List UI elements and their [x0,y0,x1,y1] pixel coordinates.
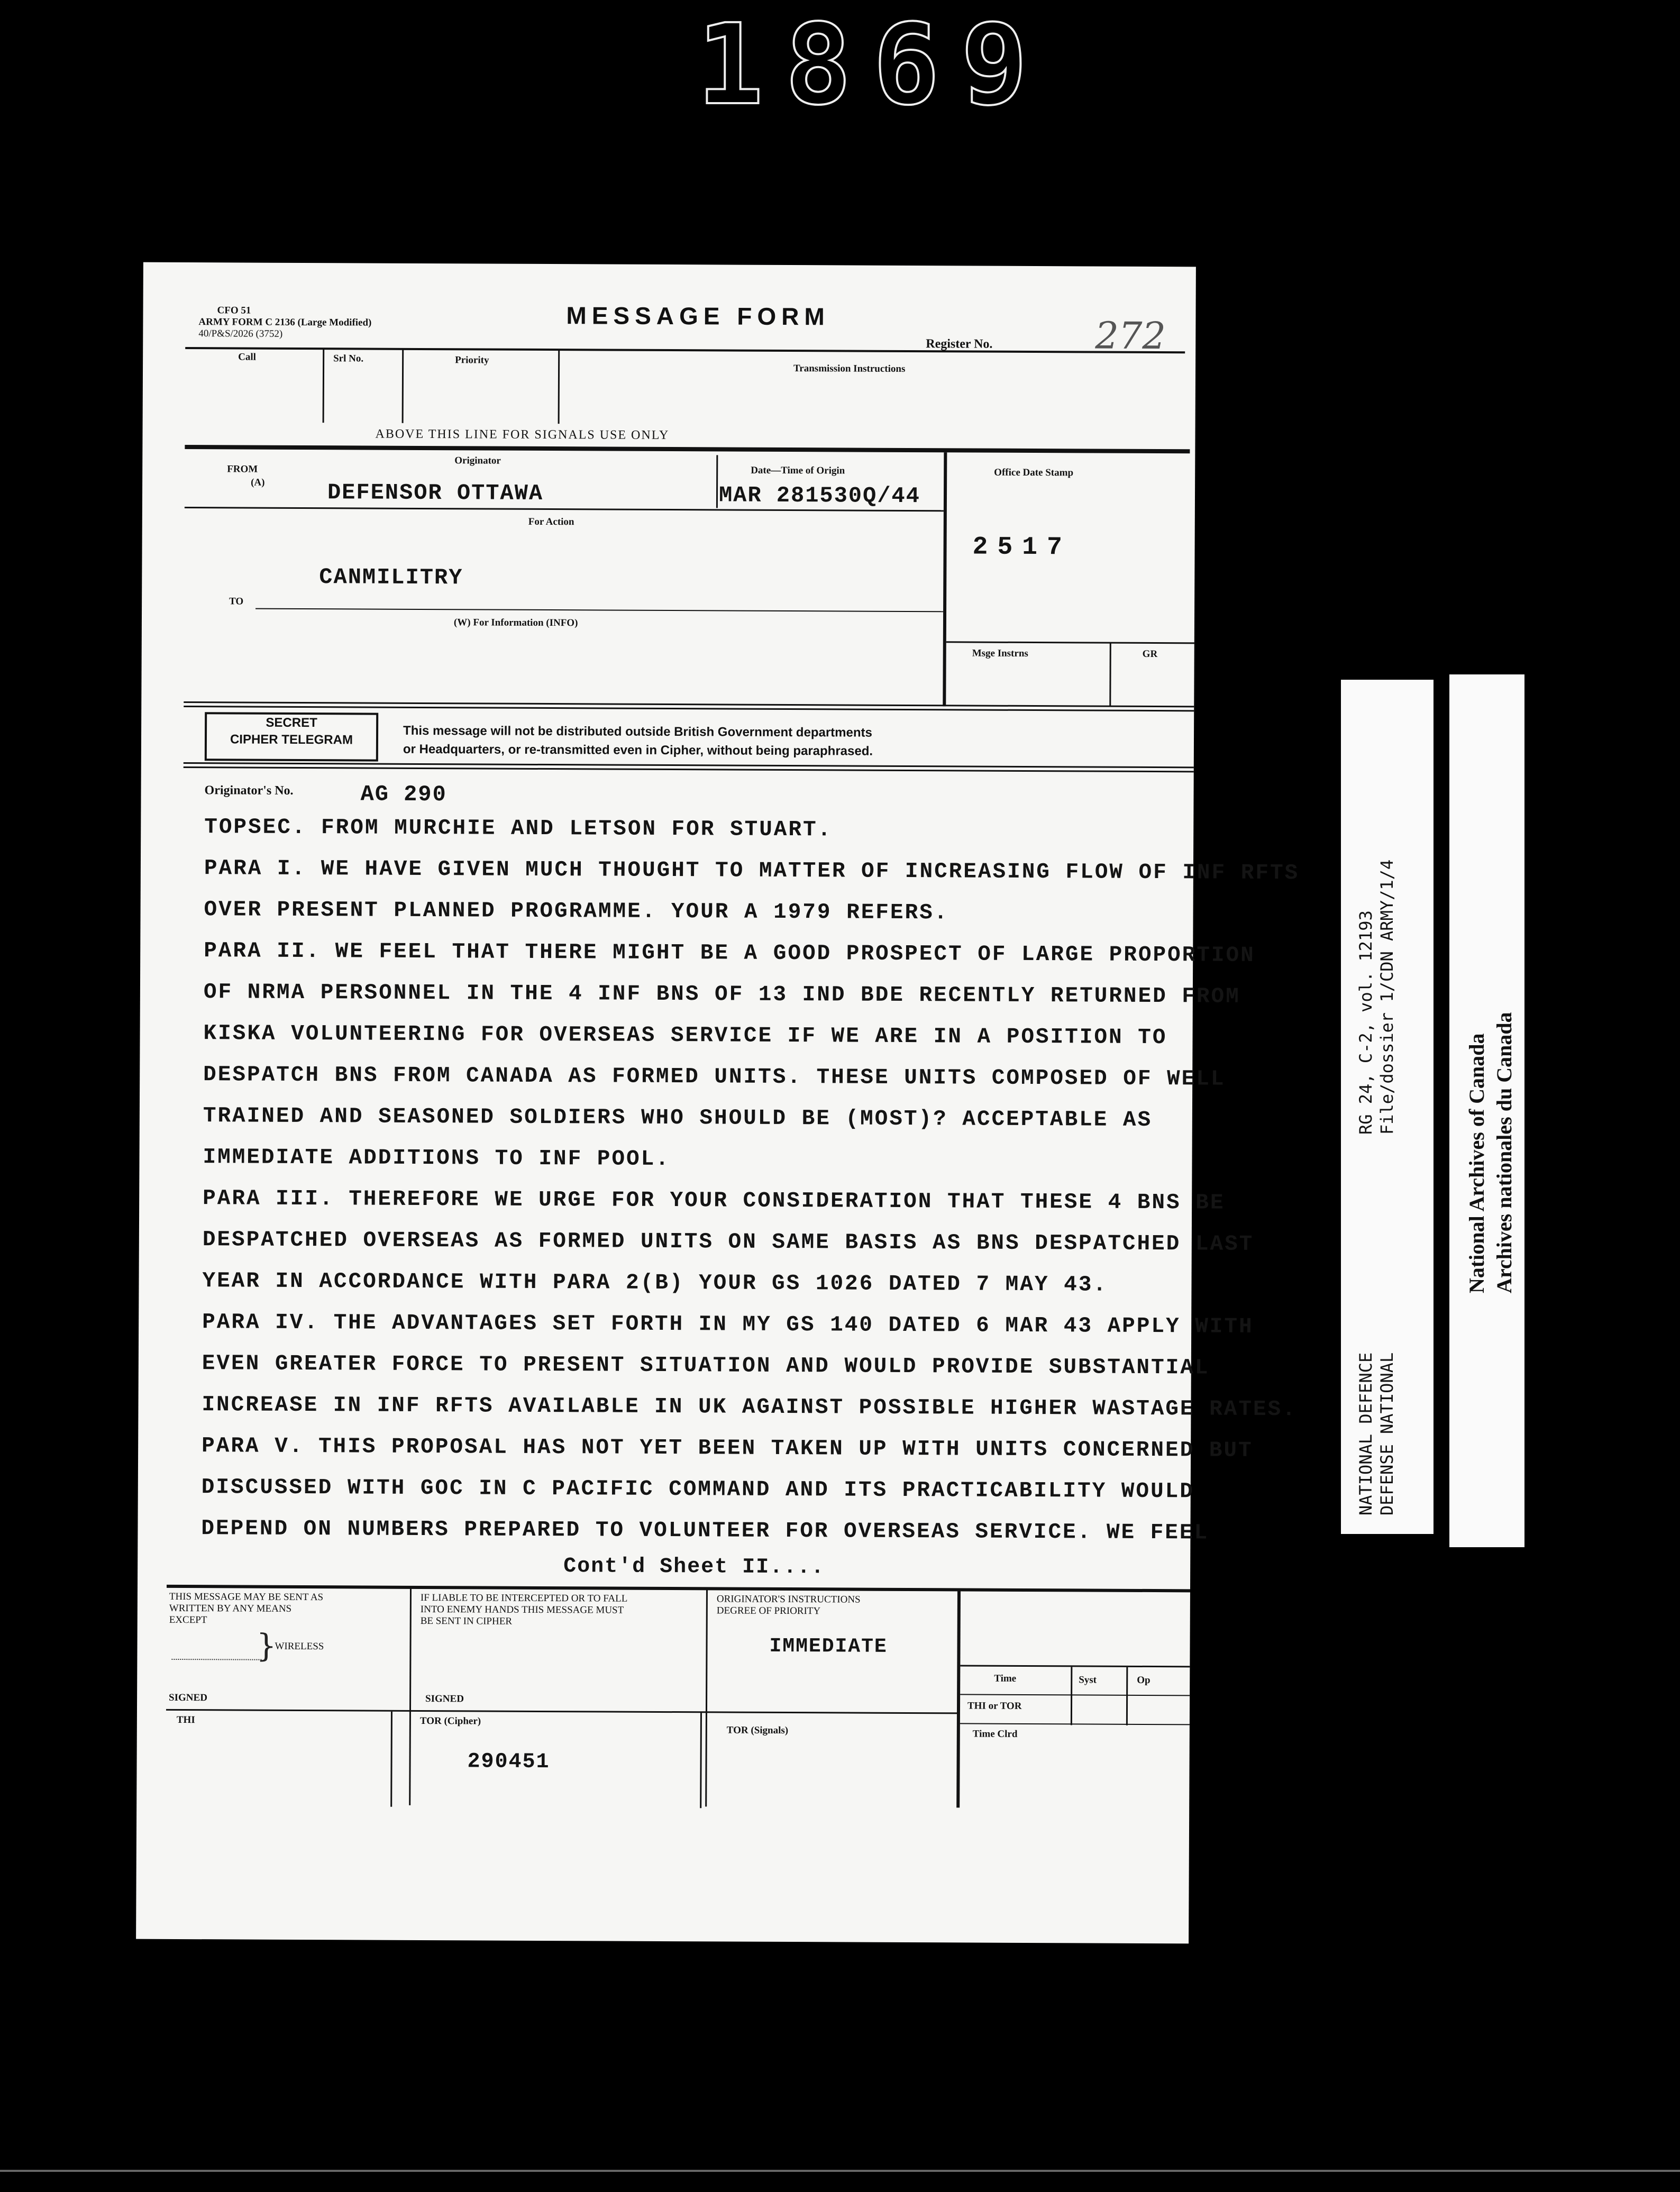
for-action-label: For Action [528,516,574,528]
message-line: EVEN GREATER FORCE TO PRESENT SITUATION AND WOULD PROVIDE SUBSTANTIAL [202,1351,1210,1381]
dept-label-2: DEFENSE NATIONAL [1377,1352,1397,1515]
secret-label: SECRET [266,715,317,730]
wireless-label: WIRELESS [275,1640,324,1652]
form-ref-2: ARMY FORM C 2136 (Large Modified) [198,316,372,328]
message-line: PARA V. THIS PROPOSAL HAS NOT YET BEEN TAKEN UP WITH UNITS CONCERNED BUT [202,1434,1253,1463]
office-stamp-value: 2517 [972,533,1072,562]
message-line: PARA III. THEREFORE WE URGE FOR YOUR CONSIDERATION THAT THESE 4 BNS BE [203,1186,1225,1216]
from-label: FROM [227,463,258,475]
call-label: Call [238,351,256,363]
originators-no-value: AG 290 [360,781,447,808]
archives-canada-strip [1449,674,1524,1547]
syst-label: Syst [1079,1674,1097,1686]
signed-label-2: SIGNED [425,1693,464,1705]
message-line: DESPATCHED OVERSEAS AS FORMED UNITS ON SAME BASIS AS BNS DESPATCHED LAST [202,1228,1254,1257]
priority-value: IMMEDIATE [769,1634,888,1658]
footer-col1-line3: EXCEPT [169,1614,207,1626]
originators-no-label: Originator's No. [204,783,294,798]
footer-col2-line3: BE SENT IN CIPHER [420,1615,513,1627]
office-date-stamp-label: Office Date Stamp [994,467,1074,479]
message-line: TOPSEC. FROM MURCHIE AND LETSON FOR STUART. [204,815,833,843]
handwritten-number: 272 [1095,314,1166,358]
form-title: MESSAGE FORM [566,302,830,331]
for-info-label: (W) For Information (INFO) [453,617,578,629]
time-clrd-label: Time Clrd [972,1728,1018,1740]
message-line: PARA II. WE FEEL THAT THERE MIGHT BE A GOOD PROSPECT OF LARGE PROPORTION [204,939,1255,968]
frame-number: 1869 [697,0,1049,130]
distribution-line-2: or Headquarters, or re-transmitted even in Cipher, without being paraphrased. [403,742,873,759]
tor-signals-label: TOR (Signals) [726,1724,789,1737]
time-label: Time [994,1673,1017,1684]
message-line: DESPATCH BNS FROM CANADA AS FORMED UNITS. THESE UNITS COMPOSED OF WELL [203,1063,1226,1092]
footer-col3-line1: ORIGINATOR'S INSTRUCTIONS [716,1593,861,1605]
footer-col3-line2: DEGREE OF PRIORITY [716,1605,821,1617]
footer-col1-line1: THIS MESSAGE MAY BE SENT AS [169,1591,324,1603]
message-line: INCREASE IN INF RFTS AVAILABLE IN UK AGAINST POSSIBLE HIGHER WASTAGE RATES. [202,1393,1297,1422]
message-line: IMMEDIATE ADDITIONS TO INF POOL. [203,1145,670,1172]
message-line: DISCUSSED WITH GOC IN C PACIFIC COMMAND AND ITS PRACTICABILITY WOULD [201,1475,1194,1504]
form-ref-1: CFO 51 [217,305,251,316]
message-line: PARA IV. THE ADVANTAGES SET FORTH IN MY GS 140 DATED 6 MAR 43 APPLY WITH [202,1310,1254,1339]
message-line: OVER PRESENT PLANNED PROGRAMME. YOUR A 1979 REFERS. [204,898,949,926]
to-label: TO [229,596,244,607]
dto-label: Date—Time of Origin [751,464,845,477]
nac-label-fr: Archives nationales du Canada [1492,1012,1516,1293]
dept-label-1: NATIONAL DEFENCE [1356,1352,1376,1515]
tor-cipher-value: 290451 [467,1750,550,1775]
signals-use-line: ABOVE THIS LINE FOR SIGNALS USE ONLY [375,427,670,443]
register-label: Register No. [926,337,993,351]
archive-ref-1: RG 24, C-2, vol. 12193 [1356,910,1376,1135]
nac-label-en: National Archives of Canada [1465,1033,1489,1293]
message-line: DEPEND ON NUMBERS PREPARED TO VOLUNTEER FOR OVERSEAS SERVICE. WE FEEL [201,1517,1209,1546]
continued-note: Cont'd Sheet II.... [563,1555,825,1580]
msge-instrns-label: Msge Instrns [972,647,1028,659]
transmission-label: Transmission Instructions [793,363,906,375]
thi-label: THI [176,1714,195,1726]
from-a-label: (A) [251,477,265,488]
message-line: PARA I. WE HAVE GIVEN MUCH THOUGHT TO MATTER OF INCREASING FLOW OF INF RFTS [204,856,1300,886]
priority-label: Priority [455,354,489,366]
message-form-sheet: CFO 51 ARMY FORM C 2136 (Large Modified) 40/P&S/2026 (3752) MESSAGE FORM Register No. 272 Call Srl No. Priority Transmission Instructions ABOVE THIS LINE FOR SIGNALS USE ONLY Originator FROM (A) DEFENSOR OTTAWA Date—Time of Origin MAR 281530Q/44 Office Date Stamp 2517 For Action CANMILITRY TO (W) For Information (INFO) Msge Instrns GR SECRET CIPHER TELEGRAM This message will not be distributed outside British Government departments or Headquarters, or re-transmitted even in Cipher, without being paraphrased. Originator's No. AG 290 TOPSEC. FROM MURCHIE AND LETSON FOR STUART. PARA I. WE HAVE GIVEN MUCH THOUGHT TO MATTER OF INCREASING FLOW OF INF RFTS OVER PRESENT PLANNED PROGRAMME. YOUR A 1979 REFERS. PARA II. WE FEEL THAT THERE MIGHT BE A GOOD PROSPECT OF LARGE PROPORTION OF NRMA PERSONNEL IN THE 4 INF BNS OF 13 IND BDE RECENTLY RETURNED FROM KISKA VOLUNTEERING FOR OVERSEAS SERVICE IF WE ARE IN A POSITION TO DESPATCH BNS FROM CANADA AS FORMED UNITS. THESE UNITS COMPOSED OF WELL TRAINED AND SEASONED SOLDIERS WHO SHOULD BE (MOST)? ACCEPTABLE AS IMMEDIATE ADDITIONS TO INF POOL. PARA III. THEREFORE WE URGE FOR YOUR CONSIDERATION THAT THESE 4 BNS BE DESPATCHED OVERSEAS AS FORMED UNITS ON SAME BASIS AS BNS DESPATCHED LAST YEAR IN ACCORDANCE WITH PARA 2(B) YOUR GS 1026 DATED 7 MAY 43. PARA IV. THE ADVANTAGES SET FORTH IN MY GS 140 DATED 6 MAR 43 APPLY WITH EVEN GREATER FORCE TO PRESENT SITUATION AND WOULD PROVIDE SUBSTANTIAL INCREASE IN INF RFTS AVAILABLE IN UK AGAINST POSSIBLE HIGHER WASTAGE RATES. PARA V. THIS PROPOSAL HAS NOT YET BEEN TAKEN UP WITH UNITS CONCERNED BUT DISCUSSED WITH GOC IN C PACIFIC COMMAND AND ITS PRACTICABILITY WOULD DEPEND ON NUMBERS PREPARED TO VOLUNTEER FOR OVERSEAS SERVICE. WE FEEL Cont'd Sheet II.... THIS MESSAGE MAY BE SENT AS WRITTEN BY ANY MEANS EXCEPT } WIRELESS SIGNED IF LIABLE TO BE INTERCEPTED OR TO FALL INTO ENEMY HANDS THIS MESSAGE MUST BE SENT IN CIPHER SIGNED ORIGINATOR'S INSTRUCTIONS DEGREE OF PRIORITY IMMEDIATE Time Syst Op THI or TOR Time Clrd THI TOR (Cipher) 290451 TOR (Signals) [136,262,1196,1944]
footer-col2-line2: INTO ENEMY HANDS THIS MESSAGE MUST [420,1603,624,1616]
signed-label-1: SIGNED [169,1692,207,1704]
originator-label: Originator [454,455,501,467]
message-line: OF NRMA PERSONNEL IN THE 4 INF BNS OF 13 IND BDE RECENTLY RETURNED FROM [203,980,1240,1009]
gr-label: GR [1142,648,1158,660]
archive-reference-strip [1341,680,1434,1534]
tor-cipher-label: TOR (Cipher) [419,1715,481,1727]
op-label: Op [1137,1674,1151,1686]
srl-label: Srl No. [333,353,364,364]
message-line: TRAINED AND SEASONED SOLDIERS WHO SHOULD BE (MOST)? ACCEPTABLE AS [203,1104,1153,1133]
to-value: CANMILITRY [319,564,463,591]
dto-value: MAR 281530Q/44 [718,482,920,509]
thi-or-tor-label: THI or TOR [967,1700,1022,1712]
footer-col1-line2: WRITTEN BY ANY MEANS [169,1602,292,1614]
originator-value: DEFENSOR OTTAWA [327,480,544,506]
footer-col2-line1: IF LIABLE TO BE INTERCEPTED OR TO FALL [420,1592,628,1604]
archive-ref-2: File/dossier 1/CDN ARMY/1/4 [1377,859,1397,1135]
form-ref-3: 40/P&S/2026 (3752) [198,328,283,340]
message-line: KISKA VOLUNTEERING FOR OVERSEAS SERVICE IF WE ARE IN A POSITION TO [203,1021,1167,1051]
message-line: YEAR IN ACCORDANCE WITH PARA 2(B) YOUR GS 1026 DATED 7 MAY 43. [202,1269,1108,1298]
cipher-telegram-label: CIPHER TELEGRAM [230,732,353,747]
distribution-line-1: This message will not be distributed outside British Government departments [403,723,872,740]
